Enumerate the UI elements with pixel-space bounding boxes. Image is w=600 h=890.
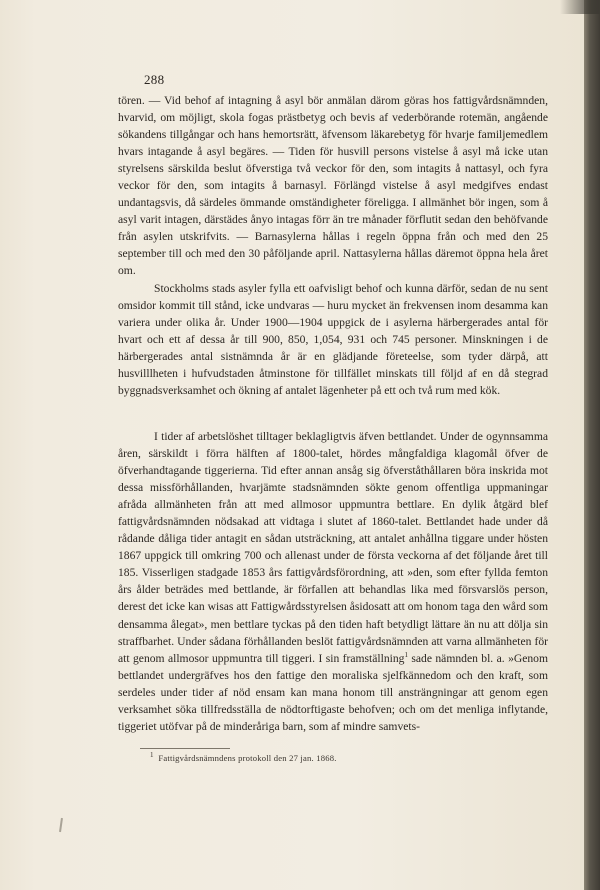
- lower-text-block: [118, 428, 548, 735]
- upper-text-block: [118, 92, 548, 399]
- footnote-marker: 1: [150, 751, 154, 760]
- paragraph-asyl-statistics: Stockholms stads asyler fylla ett oafvisligt behof och kunna därför, sedan de nu sent omsidor kommit till stånd, icke undvaras — huru mycket än frekvensen inom desamma kan variera under olika år. Under 1900—1904 uppgick de i asylerna härbergerades antal för hvart och ett af dessa år till 900, 850, 1,054, 931 och 745 personer. Minskningen i de härbergerades antal sistnämnda år är en glädjande företeelse, som tyder därpå, att husvilllheten i hufvudstaden åtminstone för tillfället minskats till följd af en då stegrad byggnadsverksamhet och ökning af antalet lägenheter på ett och två rum med kök.: [118, 281, 548, 397]
- footnote: [150, 753, 337, 763]
- paragraph-bettlande-text: I tider af arbetslöshet tilltager beklagligtvis äfven bettlandet. Under de ogynnsamma åren, särskildt i förra hälften af 1800-talet, hördes mångfaldiga klagomål öfver de öfverhandtagande tiggerierna. Tid efter annan ansåg sig öfverståthållaren böra inskrida mot dessa missförhållanden, hvarjämte stadsnämnden sökte genom offentliga uppmaningar afråda allmänheten från att med allmosor uppmuntra bettlare. En dylik åtgärd blef fattigvårdsnämnden nödsakad att vidtaga i slutet af 1860-talet. Bettlandet hade under då rådande dåliga tider antagit en sådan utsträckning, att antalet anhållna tiggare under hösten 1867 uppgick till omkring 700 och allenast under de första veckorna af det följande året till 185. Visserligen stadgade 1853 års fattigvårdsförordning, att »den, som efter fyllda femton års ålder beträdes med bettlande, är förfallen att behandlas lika med försvarslös person, derest det icke kan wisas att Fattigwårdsstyrelsen åsidosatt att om honom taga den wård som densamma ålegat», men bettlare tyckas på den tiden haft betydligt lättare än nu att dölja sin straffbarhet. Under sådana förhållanden beslöt fattigvårdsnämnden att varna allmänheten för att genom allmosor uppmuntra till tiggeri. I sin framställning: [118, 430, 548, 665]
- page-edge-shadow: [584, 0, 600, 890]
- footnote-divider: [140, 748, 230, 749]
- footnote-reference: 1: [404, 650, 408, 659]
- paragraph-bettlande: [118, 428, 548, 735]
- paragraph-bettlande-quote: sade nämnden bl. a. »Genom bettlandet undergräfves hos den fattige den moraliska sjelfkännedom och den kraft, som serdeles under tider af nöd ensam kan mana honom till ansträngningar att genom egen verksamhet söka tillfredsställa de nödtorftigaste behofven; och om det menliga inflytande, tiggeriet utöfvar på de minderåriga barn, som af mindre samvets-: [118, 651, 548, 733]
- footnote-text: Fattigvårdsnämndens protokoll den 27 jan. 1868.: [158, 753, 337, 763]
- paragraph-asyl-rules: tören. — Vid behof af intagning å asyl bör anmälan därom göras hos fattigvårdsnämnden, hvarvid, om möjligt, skola fogas prästbetyg och bevis af vederbörande rotemän, angående sökandens tillgångar och hans hemortsrätt, äfvensom läkarebetyg för hvarje familjemedlem hvars intagande å asyl begäres. — Tiden för husvill persons vistelse å asyl må icke utan styrelsens särskilda beslut öfverstiga två veckor för den, som intagits å nattasyl, och fyra veckor för den, som intagits å barnasyl. Förlängd vistelse å asyl medgifves endast undantagsvis, då särdeles ömmande omständigheter föreligga. I allmänhet bör ingen, som å asyl varit intagen, därstädes ånyo intagas förr än tre månader förflutit sedan den behöfvande från asylen utskrifvits. — Barnasylerna hållas i regeln öppna från och med den 25 september till och med den 30 påföljande april. Nattasylerna hållas däremot öppna hela året om.: [118, 94, 548, 278]
- page-corner-shadow: [560, 0, 600, 14]
- page-number: 288: [144, 72, 165, 87]
